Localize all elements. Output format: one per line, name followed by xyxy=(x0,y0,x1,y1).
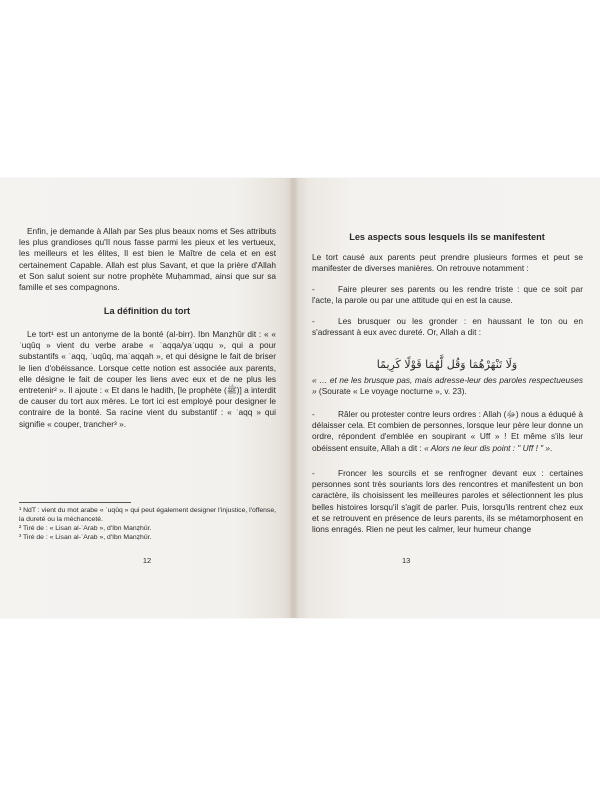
page-number: 12 xyxy=(142,556,152,565)
list-item xyxy=(312,468,583,535)
list-item xyxy=(312,409,583,454)
list-item-text: Froncer les sourcils et se renfrogner devant eux : certaines personnes sont très souriants lors des rencontres et manifestent un bon caractère, ils choisissent les meilleures paroles et sélectionnent les plus belles histoires lorsqu'il s'agit de parler. Puis, lorsqu'ils rentrent chez eux et se retrouvent en présence de leurs parents, ils se métamorphosent en lions enragés. Rien ne peut les calmer, leur humeur change xyxy=(312,468,583,535)
intro-paragraph: Enfin, je demande à Allah par Ses plus beaux noms et Ses attributs les plus grandioses qu'Il nous fasse parmi les pieux et les vertueux, les meilleurs et les élites, Il est bien le Maître de cela et en est certainement Capable. Allah est plus Savant, et que la prière d'Allah et Son salut soient sur notre prophète Muḥammad, ainsi que sur sa famille et ses compagnons. xyxy=(19,226,276,293)
list-item xyxy=(312,284,583,306)
list-item xyxy=(312,316,583,338)
left-page xyxy=(0,178,294,618)
intro-paragraph: Le tort causé aux parents peut prendre plusieurs formes et peut se manifester de diverses manières. On retrouve notamment : xyxy=(312,252,583,274)
section-heading: La définition du tort xyxy=(103,306,191,316)
list-item-end: . xyxy=(550,442,553,453)
list-dash: - xyxy=(312,316,315,326)
book-spread xyxy=(0,178,600,618)
list-item-text: Les brusquer ou les gronder : en haussant le ton ou en s'adressant à eux avec dureté. Or, Allah a dit : xyxy=(312,316,583,338)
right-page xyxy=(294,178,600,618)
list-item-quote: « Alors ne leur dis point : " Uff ! " » xyxy=(424,442,551,453)
list-dash: - xyxy=(312,409,315,419)
quote-text: « … et ne les brusque pas, mais adresse-leur des paroles respectueuses » xyxy=(312,375,583,397)
footnote-3: ³ Tiré de : « Lisan al-ʿArab », d'Ibn Manẓhûr. xyxy=(19,534,152,541)
list-dash: - xyxy=(312,468,315,478)
arabic-verse: وَلَا تَنْهَرْهُمَا وَقُل لَّهُمَا قَوْلًا كَرِيمًا xyxy=(376,358,518,371)
book-gutter xyxy=(290,178,298,618)
footnote-2: ² Tiré de : « Lisan al-ʿArab », d'Ibn Manẓhûr. xyxy=(19,525,152,532)
footnote-1: ¹ NdT : vient du mot arabe « ʿuqûq » qui peut également designer l'injustice, l'offense, la dureté ou la méchanceté. xyxy=(19,507,277,523)
page-number: 13 xyxy=(402,556,411,565)
definition-paragraph: Le tort¹ est un antonyme de la bonté (al-birr). Ibn Manẓhûr dit : « « ʿuqûq » vient du verbe arabe « ʿaqqa/yaʿuqqu », qui a pour substantifs « ʿaqq, ʿuqûq, maʿaqqah », et qui désigne le fait de briser le lien d'obéissance. Lorsque cette notion est associée aux parents, elle désigne le fait de couper les liens avec eux et de ne plus les entretenir² ». Il ajoute : « Et dans le hadith, [le prophète (ﷺ)] a interdit de causer du tort aux mères. Le tort ici est employé pour designer le contraire de la bonté. Sa racine vient du substantif : « ʿaqq » qui signifie « couper, trancher³ ». xyxy=(19,329,276,429)
section-heading: Les aspects sous lesquels ils se manifestent xyxy=(349,232,545,242)
list-item-text: Râler ou protester contre leurs ordres : Allah (ﷻ) nous a éduqué à délaisser cela. Et combien de personnes, lorsque leur père leur donne un ordre, répondent d'emblée en soupirant « Uff » ! Et même s'ils leur obéissent ensuite, Allah a dit : xyxy=(312,409,584,453)
footnote-divider xyxy=(19,502,131,503)
list-item-text: Faire pleurer ses parents ou les rendre triste : que ce soit par l'acte, la parole ou par une attitude qui en est la cause. xyxy=(312,284,583,306)
list-dash: - xyxy=(312,284,315,294)
quote-paragraph xyxy=(312,375,583,397)
quote-reference: (Sourate « Le voyage nocturne », v. 23). xyxy=(316,386,467,397)
